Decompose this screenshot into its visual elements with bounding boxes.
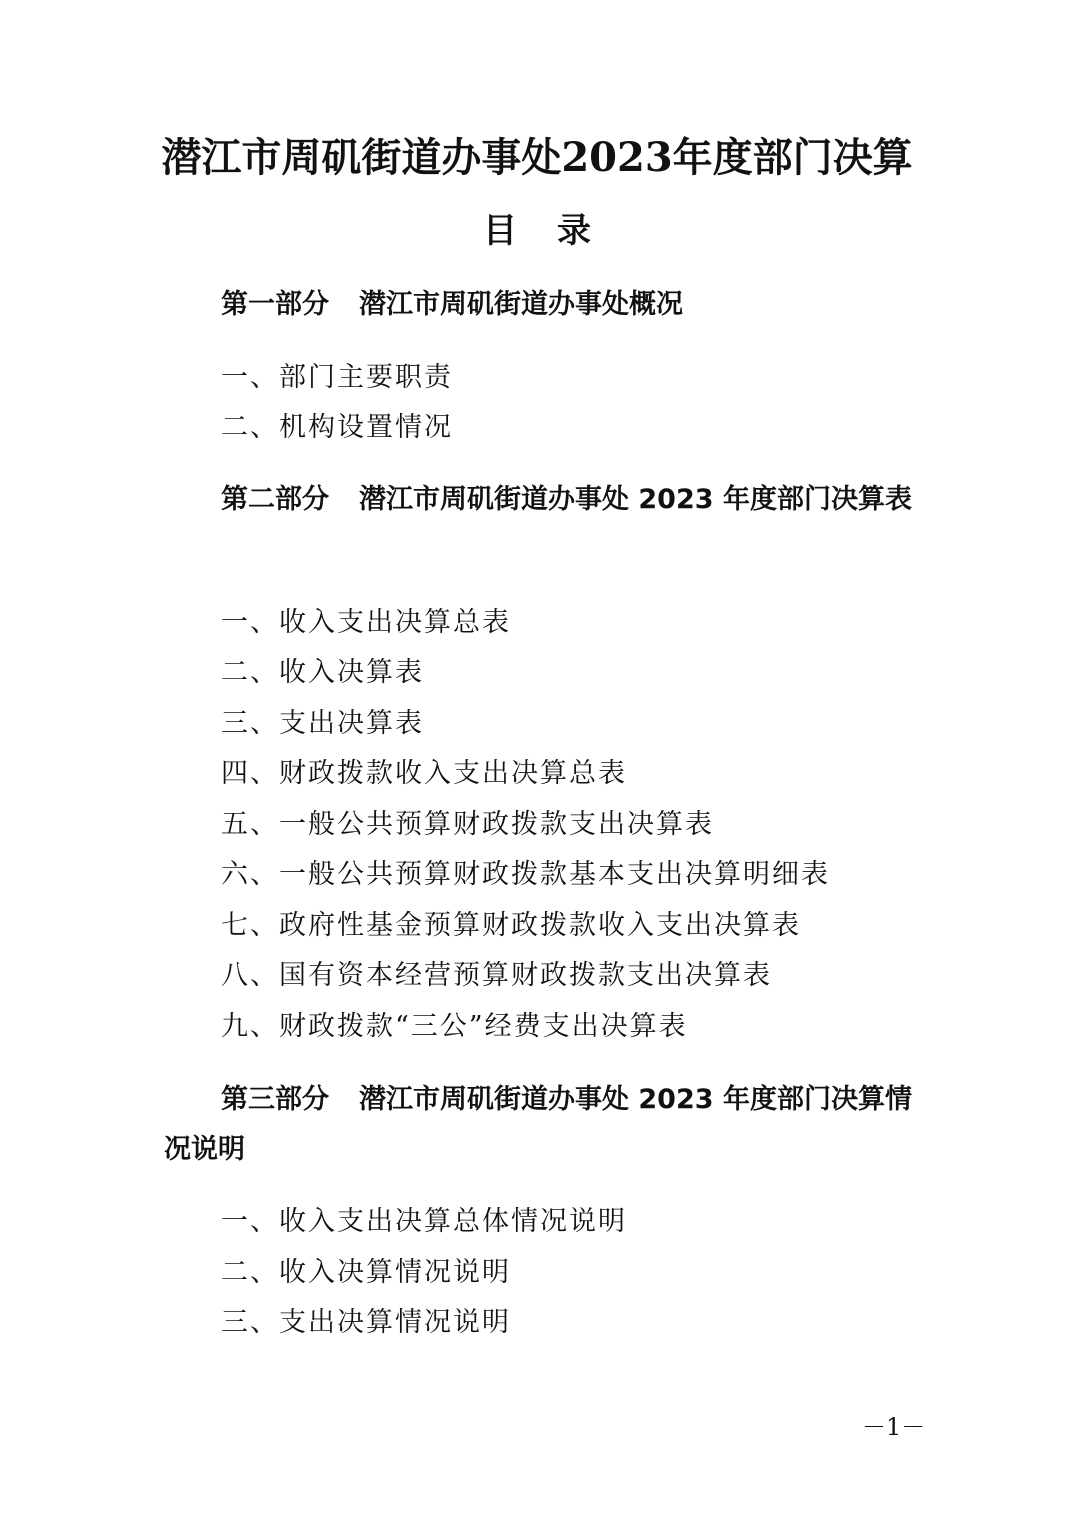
toc-item: 六、一般公共预算财政拨款基本支出决算明细表	[221, 859, 830, 890]
toc-item: 一、收入支出决算总体情况说明	[221, 1206, 627, 1237]
toc-item: 一、收入支出决算总表	[221, 607, 511, 638]
toc-item: 九、财政拨款“三公”经费支出决算表	[221, 1011, 688, 1042]
part-one-heading	[164, 280, 924, 330]
document-title: 潜江市周矶街道办事处2023年度部门决算	[161, 134, 913, 181]
toc-item: 三、支出决算表	[221, 708, 424, 739]
page-number: －1－	[862, 1413, 926, 1441]
toc-item: 三、支出决算情况说明	[221, 1307, 511, 1338]
part-two-heading	[164, 475, 924, 525]
toc-heading: 目录	[483, 211, 631, 251]
part-one-label: 第一部分	[221, 289, 329, 320]
part-three-label: 第三部分	[221, 1084, 329, 1115]
toc-item: 四、财政拨款收入支出决算总表	[221, 758, 627, 789]
toc-item: 一、部门主要职责	[221, 362, 453, 393]
part-one-title: 潜江市周矶街道办事处概况	[359, 289, 683, 320]
toc-item: 二、收入决算情况说明	[221, 1257, 511, 1288]
toc-item: 五、一般公共预算财政拨款支出决算表	[221, 809, 714, 840]
part-three-heading	[164, 1075, 924, 1175]
toc-item: 二、收入决算表	[221, 657, 424, 688]
part-two-title: 潜江市周矶街道办事处 2023 年度部门决算表	[359, 484, 912, 515]
part-three-title: 潜江市周矶街道办事处 2023 年度部门决算情况说明	[164, 1084, 912, 1165]
toc-item: 二、机构设置情况	[221, 412, 453, 443]
toc-item: 七、政府性基金预算财政拨款收入支出决算表	[221, 910, 801, 941]
part-two-label: 第二部分	[221, 484, 329, 515]
toc-item: 八、国有资本经营预算财政拨款支出决算表	[221, 960, 772, 991]
